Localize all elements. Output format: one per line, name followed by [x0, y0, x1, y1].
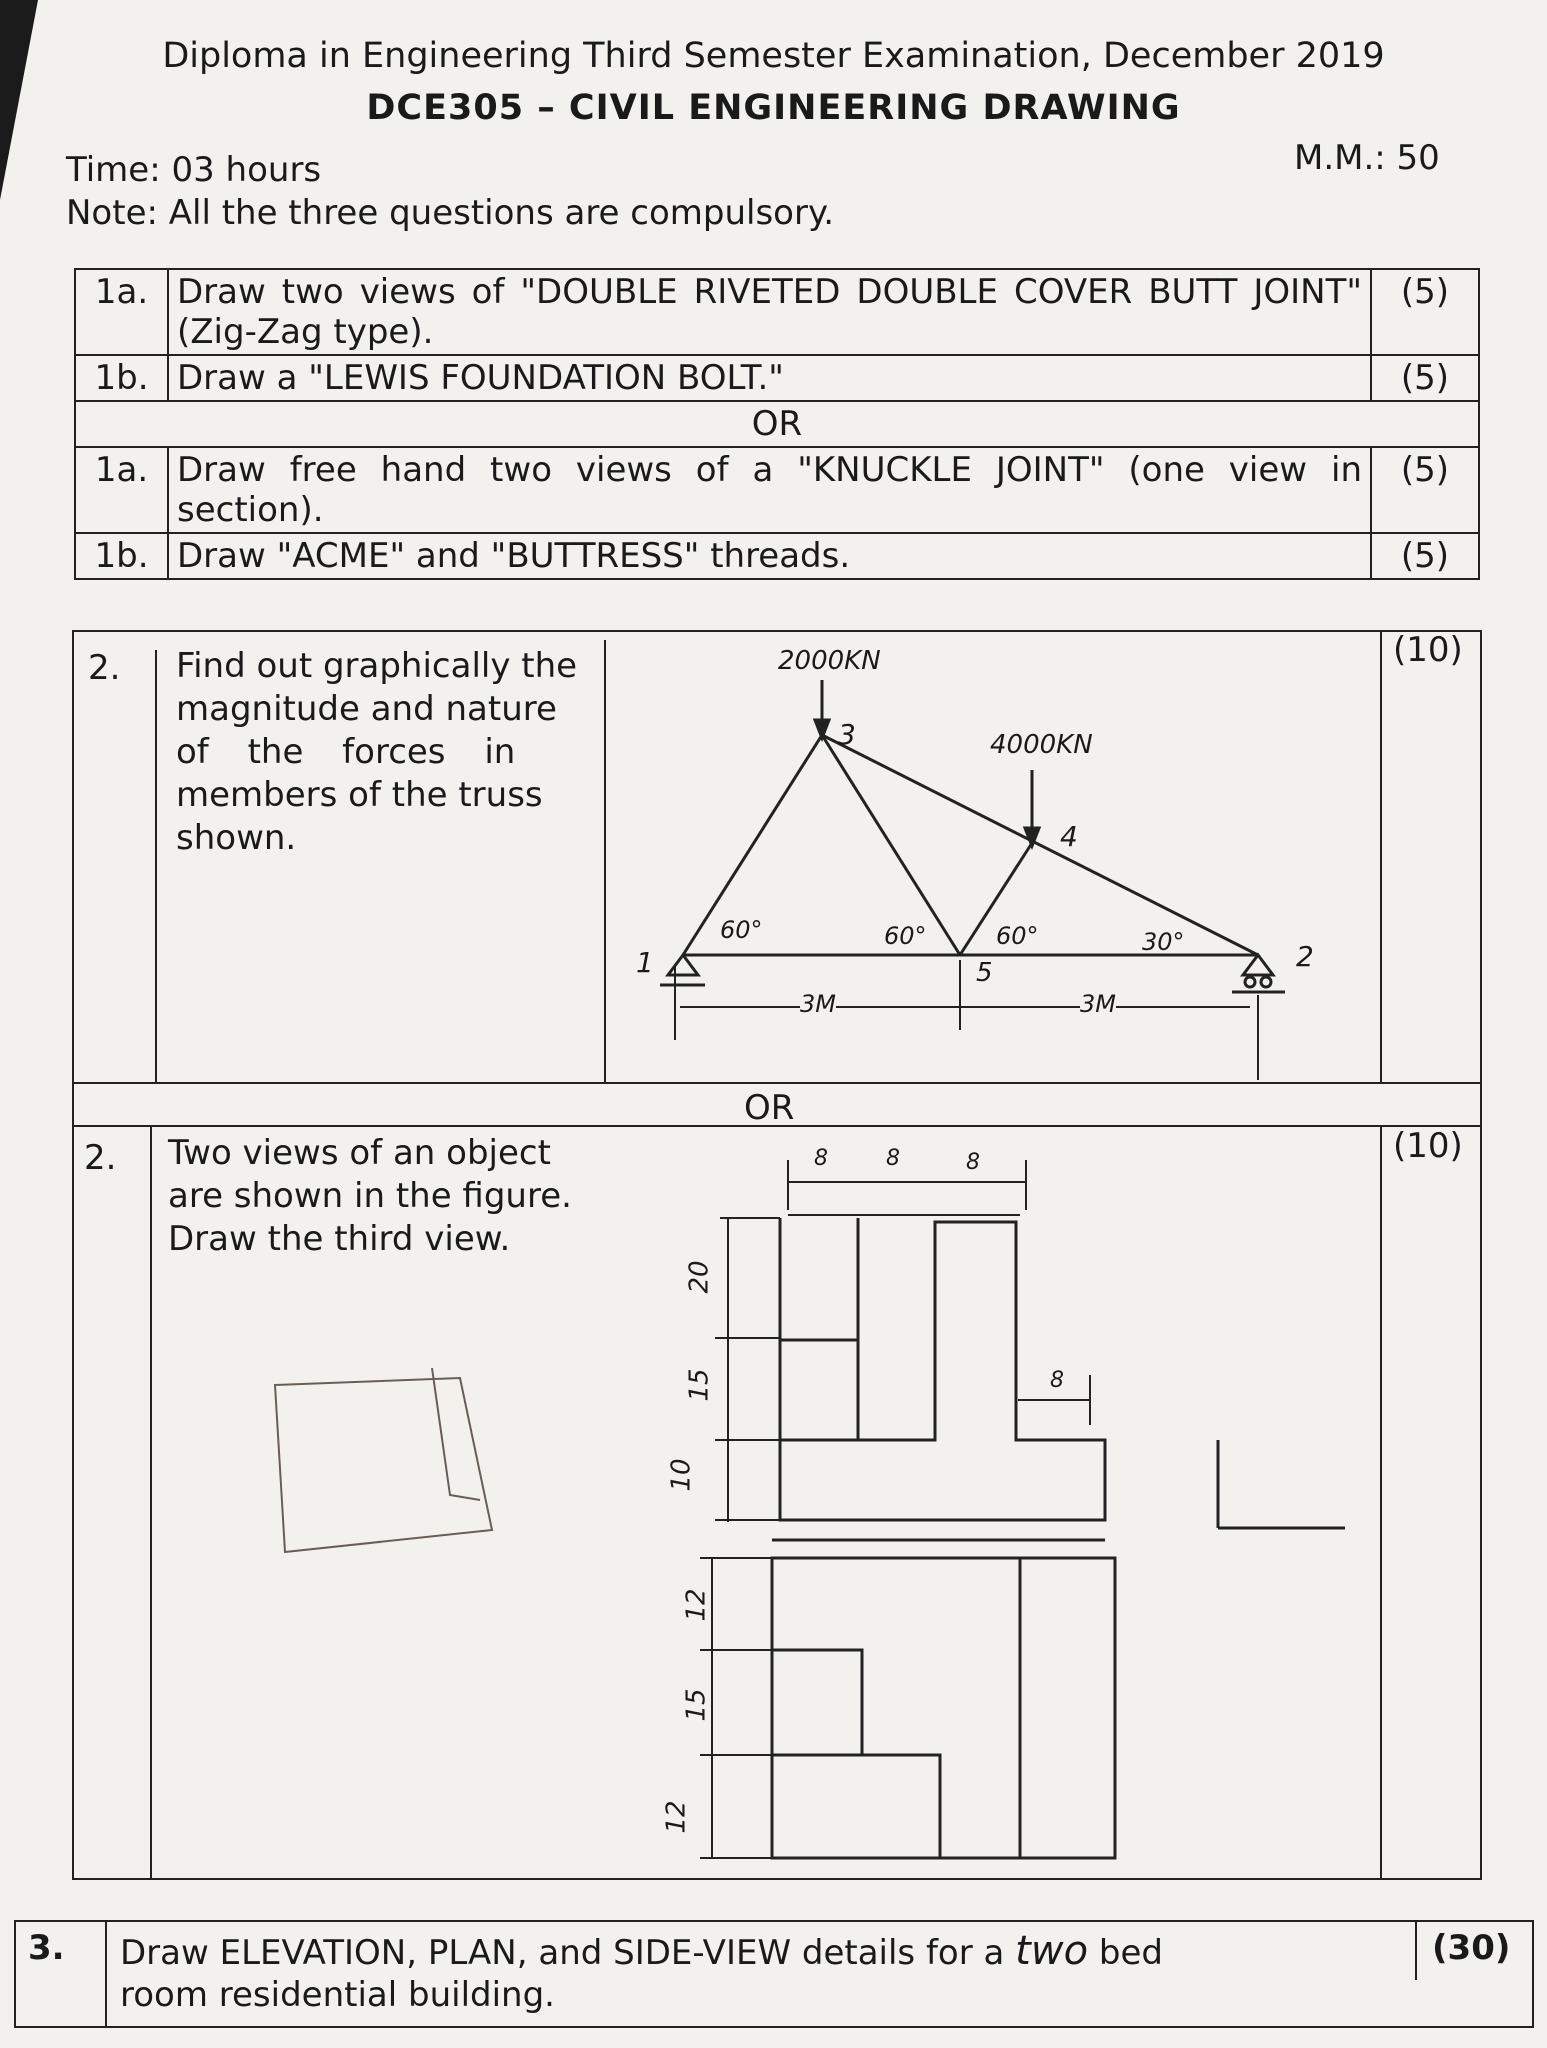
- question-3-text: [120, 1928, 1163, 1974]
- max-marks-label: M.M.: 50: [1294, 138, 1440, 178]
- dimension-label: 8: [814, 1146, 828, 1171]
- span-label: 3M: [1080, 990, 1116, 1018]
- node-label: 3: [838, 718, 856, 751]
- node-label: 4: [1060, 820, 1078, 853]
- dimension-label: 8: [886, 1146, 900, 1171]
- plan-view-outline: [772, 1558, 1115, 1858]
- question-marks: (10): [1393, 630, 1463, 670]
- question-text: bed: [1098, 1933, 1163, 1973]
- or-label: OR: [75, 401, 1479, 447]
- question-number: 2.: [84, 1138, 117, 1178]
- question-marks: (10): [1393, 1126, 1463, 1166]
- node-label: 5: [976, 958, 993, 988]
- load-label: 4000KN: [990, 730, 1093, 760]
- question-number: 2.: [88, 648, 121, 688]
- question-text: room residential building.: [120, 1975, 555, 2015]
- arrow-head: [815, 720, 829, 738]
- dimension-label: 12: [661, 1800, 692, 1834]
- question-text-line: magnitude and nature: [176, 689, 557, 729]
- question-marks: (5): [1371, 269, 1479, 355]
- dimension-label: 15: [681, 1688, 712, 1722]
- question-text: Draw "ACME" and "BUTTRESS" threads.: [168, 533, 1371, 579]
- question-marks: (30): [1432, 1928, 1511, 1968]
- orthographic-views: [275, 1160, 1345, 1858]
- question-number: 3.: [28, 1928, 65, 1968]
- span-label: 3M: [800, 990, 836, 1018]
- dimension-label: 20: [684, 1260, 715, 1294]
- dimension-label: 8: [1050, 1368, 1064, 1393]
- exam-title: Diploma in Engineering Third Semester Examination, December 2019: [162, 36, 1385, 76]
- question-number: 1a.: [75, 447, 168, 533]
- question-marks: (5): [1371, 355, 1479, 401]
- angle-label: 30°: [1142, 928, 1185, 956]
- divider: [1415, 1920, 1417, 1980]
- load-label: 2000KN: [778, 646, 881, 676]
- question-text-line: Two views of an object: [168, 1133, 551, 1173]
- node-label: 2: [1296, 940, 1314, 973]
- question-text: Draw a "LEWIS FOUNDATION BOLT.": [168, 355, 1371, 401]
- angle-label: 60°: [884, 922, 927, 950]
- question-number: 1a.: [75, 269, 168, 355]
- question-text-line: of the forces in: [176, 732, 516, 772]
- question-number: 1b.: [75, 355, 168, 401]
- plan-view-edge: [772, 1755, 940, 1858]
- dimension-label: 12: [681, 1588, 712, 1622]
- handwritten-word: two: [1015, 1928, 1089, 1974]
- roller: [1245, 977, 1255, 987]
- node-label: 1: [636, 946, 654, 979]
- plan-view-edge: [772, 1650, 862, 1755]
- roller-support: [1243, 955, 1273, 975]
- angle-label: 60°: [996, 922, 1039, 950]
- question-marks: (5): [1371, 447, 1479, 533]
- angle-label: 60°: [720, 916, 763, 944]
- subject-title: DCE305 – CIVIL ENGINEERING DRAWING: [366, 88, 1181, 128]
- question-text: Draw free hand two views of a "KNUCKLE JOINT" (one view in section).: [168, 447, 1371, 533]
- roller: [1261, 977, 1271, 987]
- note-label: Note: All the three questions are compulsory.: [66, 193, 835, 233]
- question-text-line: are shown in the figure.: [168, 1176, 572, 1216]
- question-text: Draw ELEVATION, PLAN, and SIDE-VIEW details for a: [120, 1933, 1005, 1973]
- time-label: Time: 03 hours: [66, 150, 322, 190]
- question-text-line: Find out graphically the: [176, 646, 578, 686]
- divider: [105, 1920, 107, 2028]
- pencil-sketch: [275, 1378, 492, 1552]
- dimension-label: 8: [966, 1150, 980, 1175]
- question-text-line: Draw the third view.: [168, 1219, 511, 1259]
- question-text-line: members of the truss: [176, 775, 543, 815]
- question-text: Draw two views of "DOUBLE RIVETED DOUBLE COVER BUTT JOINT" (Zig-Zag type).: [168, 269, 1371, 355]
- pin-support: [668, 955, 698, 975]
- truss-diagram: [660, 680, 1285, 1080]
- question-marks: (5): [1371, 533, 1479, 579]
- question-text-line: shown.: [176, 818, 297, 858]
- dimension-label: 10: [666, 1458, 697, 1492]
- question-number: 1b.: [75, 533, 168, 579]
- dimension-label: 15: [684, 1368, 715, 1402]
- or-label: OR: [744, 1088, 795, 1128]
